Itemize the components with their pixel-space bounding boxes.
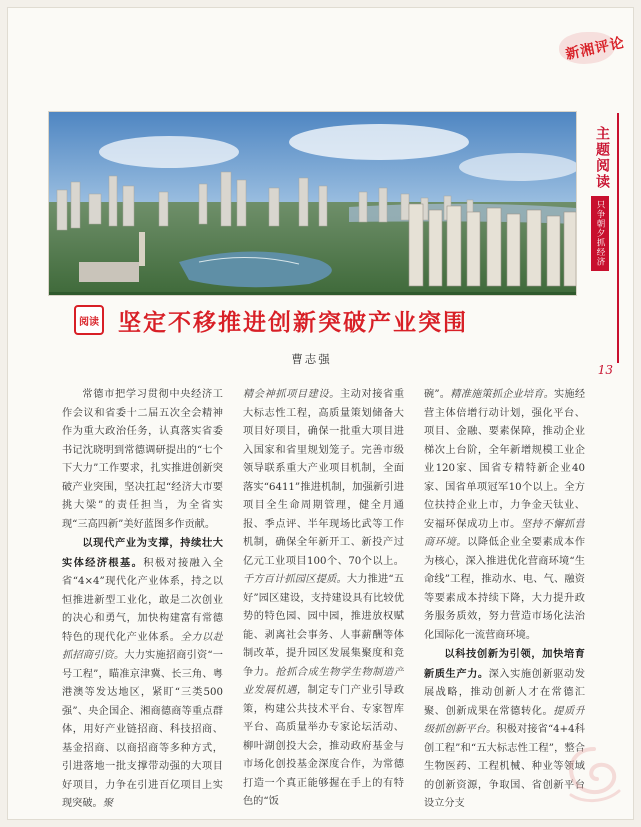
- body-text: 实施经营主体倍增行动计划，强化平台、项目、金融、要素保障，推动企业梯次上台阶，全年新增规模工业企业120家、国省专精特新企业40家、国省单项冠军10个以上。全方位扶持企业上市，力争金天钛业、安福环保成功上市。: [424, 389, 585, 530]
- section-subtitle: 只争朝夕抓经济: [591, 196, 609, 271]
- body-text: 大力推进“五好”园区建设，支持建设具有比较优势的特色园、园中园，推进放权赋能、剥离社会事务、人事薪酬等体制改革，提升园区发展集聚度和竞争力。: [243, 574, 404, 678]
- author-byline: 曹志强: [291, 352, 332, 366]
- article-title: 坚定不移推进创新突破产业突围: [118, 309, 468, 336]
- body-text: 积极对接省“4+4科创工程”和“五大标志性工程”，整合生物医药、工程机械、种业等领域的创新资源，争取国、省创新平台设立分支: [424, 724, 585, 809]
- key-phrase: 聚: [102, 798, 113, 809]
- paragraph-industry-cont: [243, 386, 404, 812]
- lead-sentence: 以现代产业为支撑，持续壮大实体经济根基。: [62, 537, 223, 569]
- key-phrase: 精会神抓项目建设。: [243, 389, 340, 400]
- body-text: 碗”。: [424, 389, 451, 400]
- body-text: 制定专门产业引导政策，构建公共技术平台、专家智库平台、高质量举办专家论坛活动、柳叶湖创投大会，推动政府基金与市场化创投基金深度合作，为常德打造一个真正能够握在手上的有特色的“饭: [243, 685, 404, 807]
- article-body: [62, 386, 585, 816]
- body-text: 深入实施创新驱动发展战略，推动创新人才在常德汇聚、创新成果在常德转化。: [424, 668, 585, 717]
- body-text: 主动对接省重大标志性工程，高质量策划储备大项目好项目，确保一批重大项目进入国家和省里规划笼子。完善市级领导联系重大产业项目机制，全面落实“6411”推进机制，加强新引进项目全生命周期管理，健全月通报、季点评、半年现场比武等工作机制，确保全年新开工、新投产过亿元工业项目100个、70个以上。: [243, 389, 404, 567]
- section-label: [591, 126, 613, 271]
- body-text: 大力实施招商引资“一号工程”，瞄准京津冀、长三角、粤港澳等发达地区，紧盯“三类500强”、央企国企、湘商德商等重点群体，用好产业链招商、科技招商、基金招商、以商招商等多种方式，引进落地一批支撑带动强的大项目好项目，力争在引进百亿项目上实现突破。: [62, 650, 223, 809]
- paragraph-industry: [62, 534, 223, 814]
- page-number: 13: [597, 363, 613, 377]
- paragraph-intro: 常德市把学习贯彻中央经济工作会议和省委十二届五次全会精神作为重大政治任务，认真落实省委书记沈晓明到常德调研提出的“七个下大力”工作要求，扎实推进创新突破产业突围，坚决扛起“经济大市要挑大梁”的责任担当，为全省实现“三高四新”美好蓝图多作贡献。: [62, 389, 223, 530]
- read-badge: 阅读: [74, 305, 104, 335]
- body-text: 以降低企业全要素成本作为核心，深入推进优化营商环境“生命线”工程，推动水、电、气、融资等要素成本持续下降，大力提升政务服务质效，努力营造市场化法治化国际化一流营商环境。: [424, 537, 585, 641]
- lead-sentence: 以科技创新为引领，加快培育新质生产力。: [424, 648, 585, 680]
- key-phrase: 千方百计抓园区提质。: [243, 574, 347, 585]
- logo-text: 新湘评论: [564, 34, 627, 64]
- key-phrase: 精准施策抓企业培育。: [450, 389, 555, 400]
- article-title-bar: [48, 301, 575, 339]
- section-rule: [617, 113, 619, 363]
- key-phrase: 提质升级抓创新平台。: [424, 705, 585, 735]
- paragraph-industry-end: [424, 386, 585, 645]
- key-phrase: 抢抓合成生物学生物制造产业发展机遇，: [243, 666, 404, 696]
- magazine-logo: [559, 26, 627, 70]
- city-skyline-photo: [48, 111, 577, 296]
- swirl-watermark-icon: [561, 741, 627, 807]
- magazine-page: [8, 8, 633, 819]
- column-1: [62, 386, 223, 816]
- body-text: 积极对接融入全省“4×4”现代化产业体系，持之以恒推进新型工业化，敢是二次创业的决心和勇气，加快构建富有常德特色的现代化产业体系。: [62, 557, 223, 643]
- key-phrase: 坚持不懈抓营商环境。: [424, 518, 585, 548]
- key-phrase: 全力以赴抓招商引资。: [62, 631, 223, 661]
- section-title: 主题阅读: [594, 126, 610, 190]
- column-2: [243, 386, 404, 816]
